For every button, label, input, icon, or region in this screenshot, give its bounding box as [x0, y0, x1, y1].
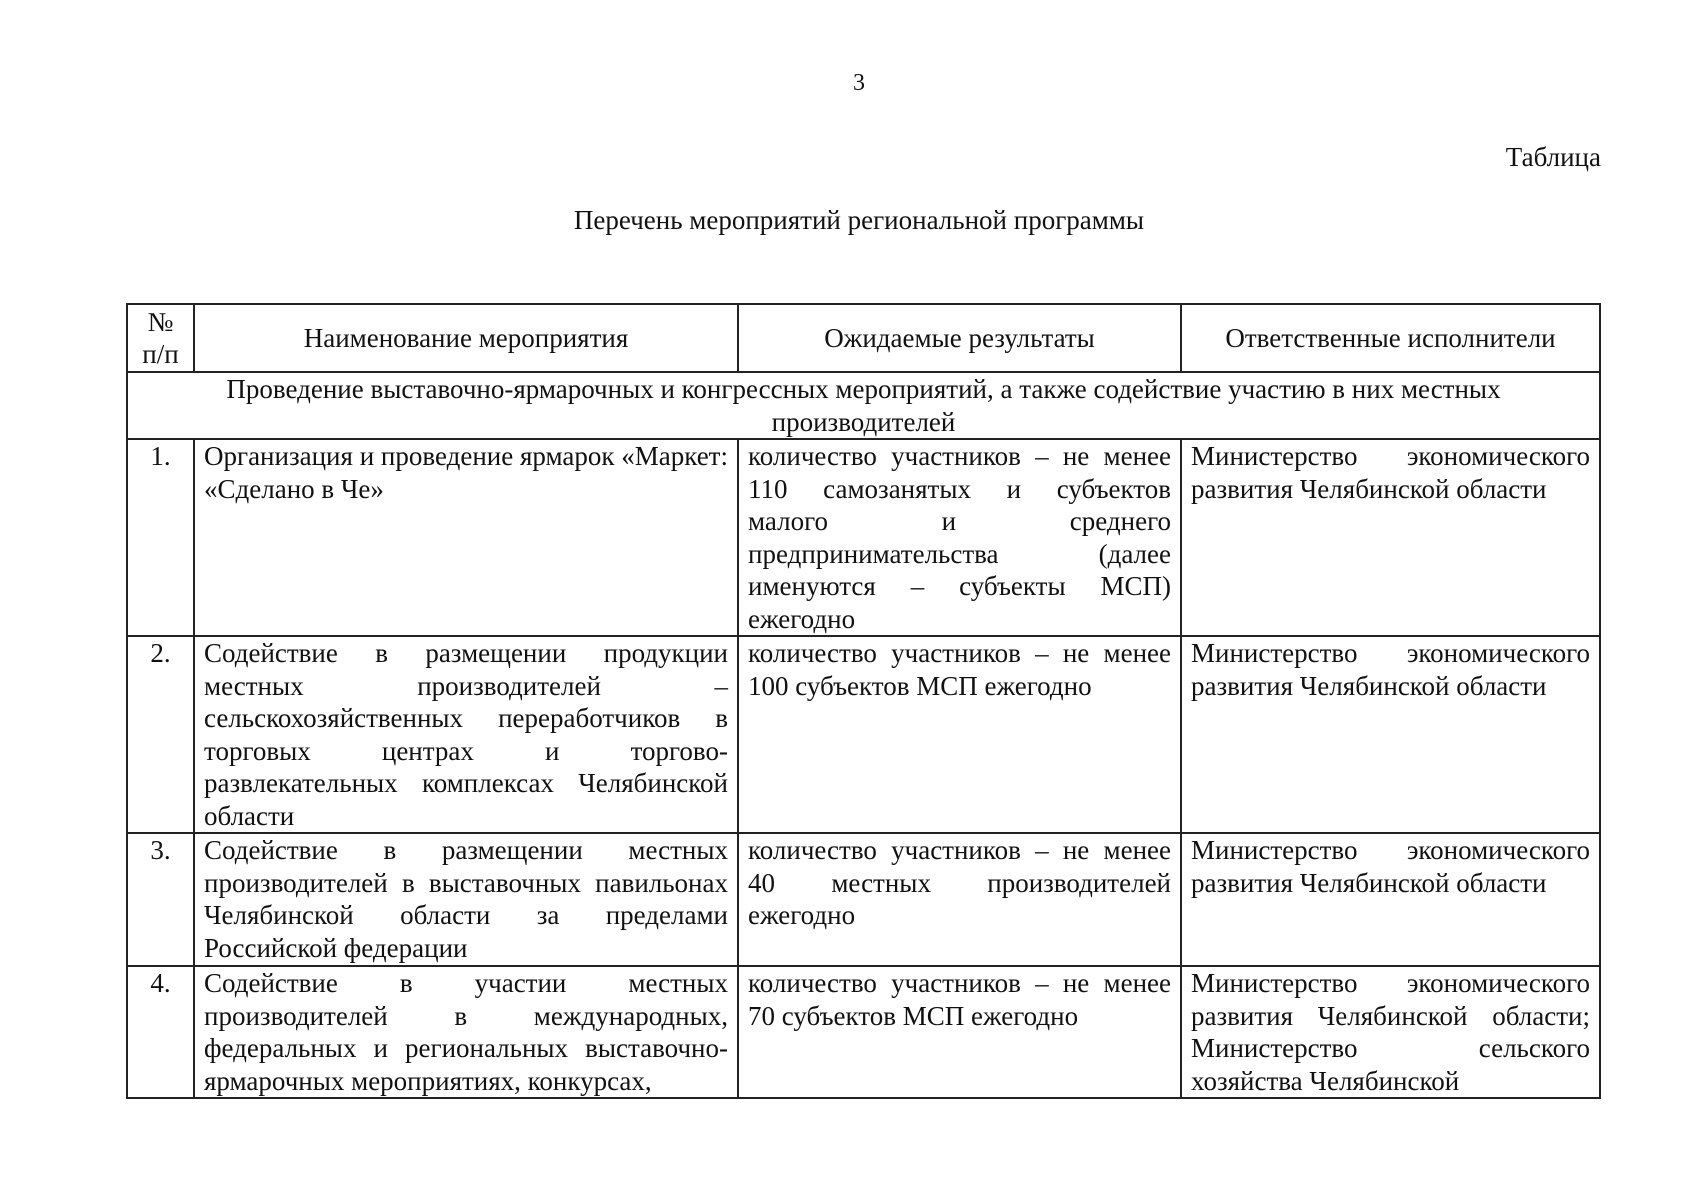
- table-row: [127, 636, 1600, 833]
- event-name-cell: Содействие в участии местных производителей в международных, федеральных и региональных выставочно-ярмарочных мероприятиях, конкурсах,: [194, 966, 738, 1098]
- document-title: Перечень мероприятий региональной программы: [573, 205, 1145, 235]
- table-row: [127, 439, 1600, 636]
- row-number: 4.: [127, 966, 194, 1098]
- table-caption: Таблица: [1505, 142, 1601, 172]
- event-name-cell: Организация и проведение ярмарок «Маркет: «Сделано в Че»: [194, 439, 738, 636]
- expected-results-cell: количество участников – не менее 40 местных производителей ежегодно: [738, 833, 1181, 966]
- page-number: 3: [853, 70, 865, 96]
- responsible-executors-cell: Министерство экономического развития Челябинской области: [1181, 833, 1600, 966]
- row-number: 1.: [127, 439, 194, 636]
- table-row: [127, 833, 1600, 966]
- expected-results-cell: количество участников – не менее 70 субъектов МСП ежегодно: [738, 966, 1181, 1098]
- section-row: [127, 372, 1600, 439]
- header-event-name: Наименование мероприятия: [194, 304, 738, 372]
- header-number-symbol: №: [147, 307, 174, 337]
- header-number-abbrev: п/п: [142, 339, 179, 369]
- header-responsible-executors: Ответственные исполнители: [1181, 304, 1600, 372]
- header-expected-results: Ожидаемые результаты: [738, 304, 1181, 372]
- expected-results-cell: количество участников – не менее 110 самозанятых и субъектов малого и среднего предпринимательства (далее именуются – субъекты МСП) ежегодно: [738, 439, 1181, 636]
- section-heading: Проведение выставочно-ярмарочных и конгрессных мероприятий, а также содействие участию в них местных производителей: [127, 372, 1600, 439]
- event-name-cell: Содействие в размещении местных производителей в выставочных павильонах Челябинской области за пределами Российской федерации: [194, 833, 738, 966]
- header-number: [127, 304, 194, 372]
- row-number: 2.: [127, 636, 194, 833]
- responsible-executors-cell: Министерство экономического развития Челябинской области: [1181, 636, 1600, 833]
- expected-results-cell: количество участников – не менее 100 субъектов МСП ежегодно: [738, 636, 1181, 833]
- responsible-executors-cell: Министерство экономического развития Челябинской области; Министерство сельского хозяйства Челябинской: [1181, 966, 1600, 1098]
- events-table: [126, 303, 1601, 1099]
- responsible-executors-cell: Министерство экономического развития Челябинской области: [1181, 439, 1600, 636]
- row-number: 3.: [127, 833, 194, 966]
- event-name-cell: Содействие в размещении продукции местных производителей – сельскохозяйственных переработчиков в торговых центрах и торгово-развлекательных комплексах Челябинской области: [194, 636, 738, 833]
- table-row: [127, 966, 1600, 1098]
- table-header-row: [127, 304, 1600, 372]
